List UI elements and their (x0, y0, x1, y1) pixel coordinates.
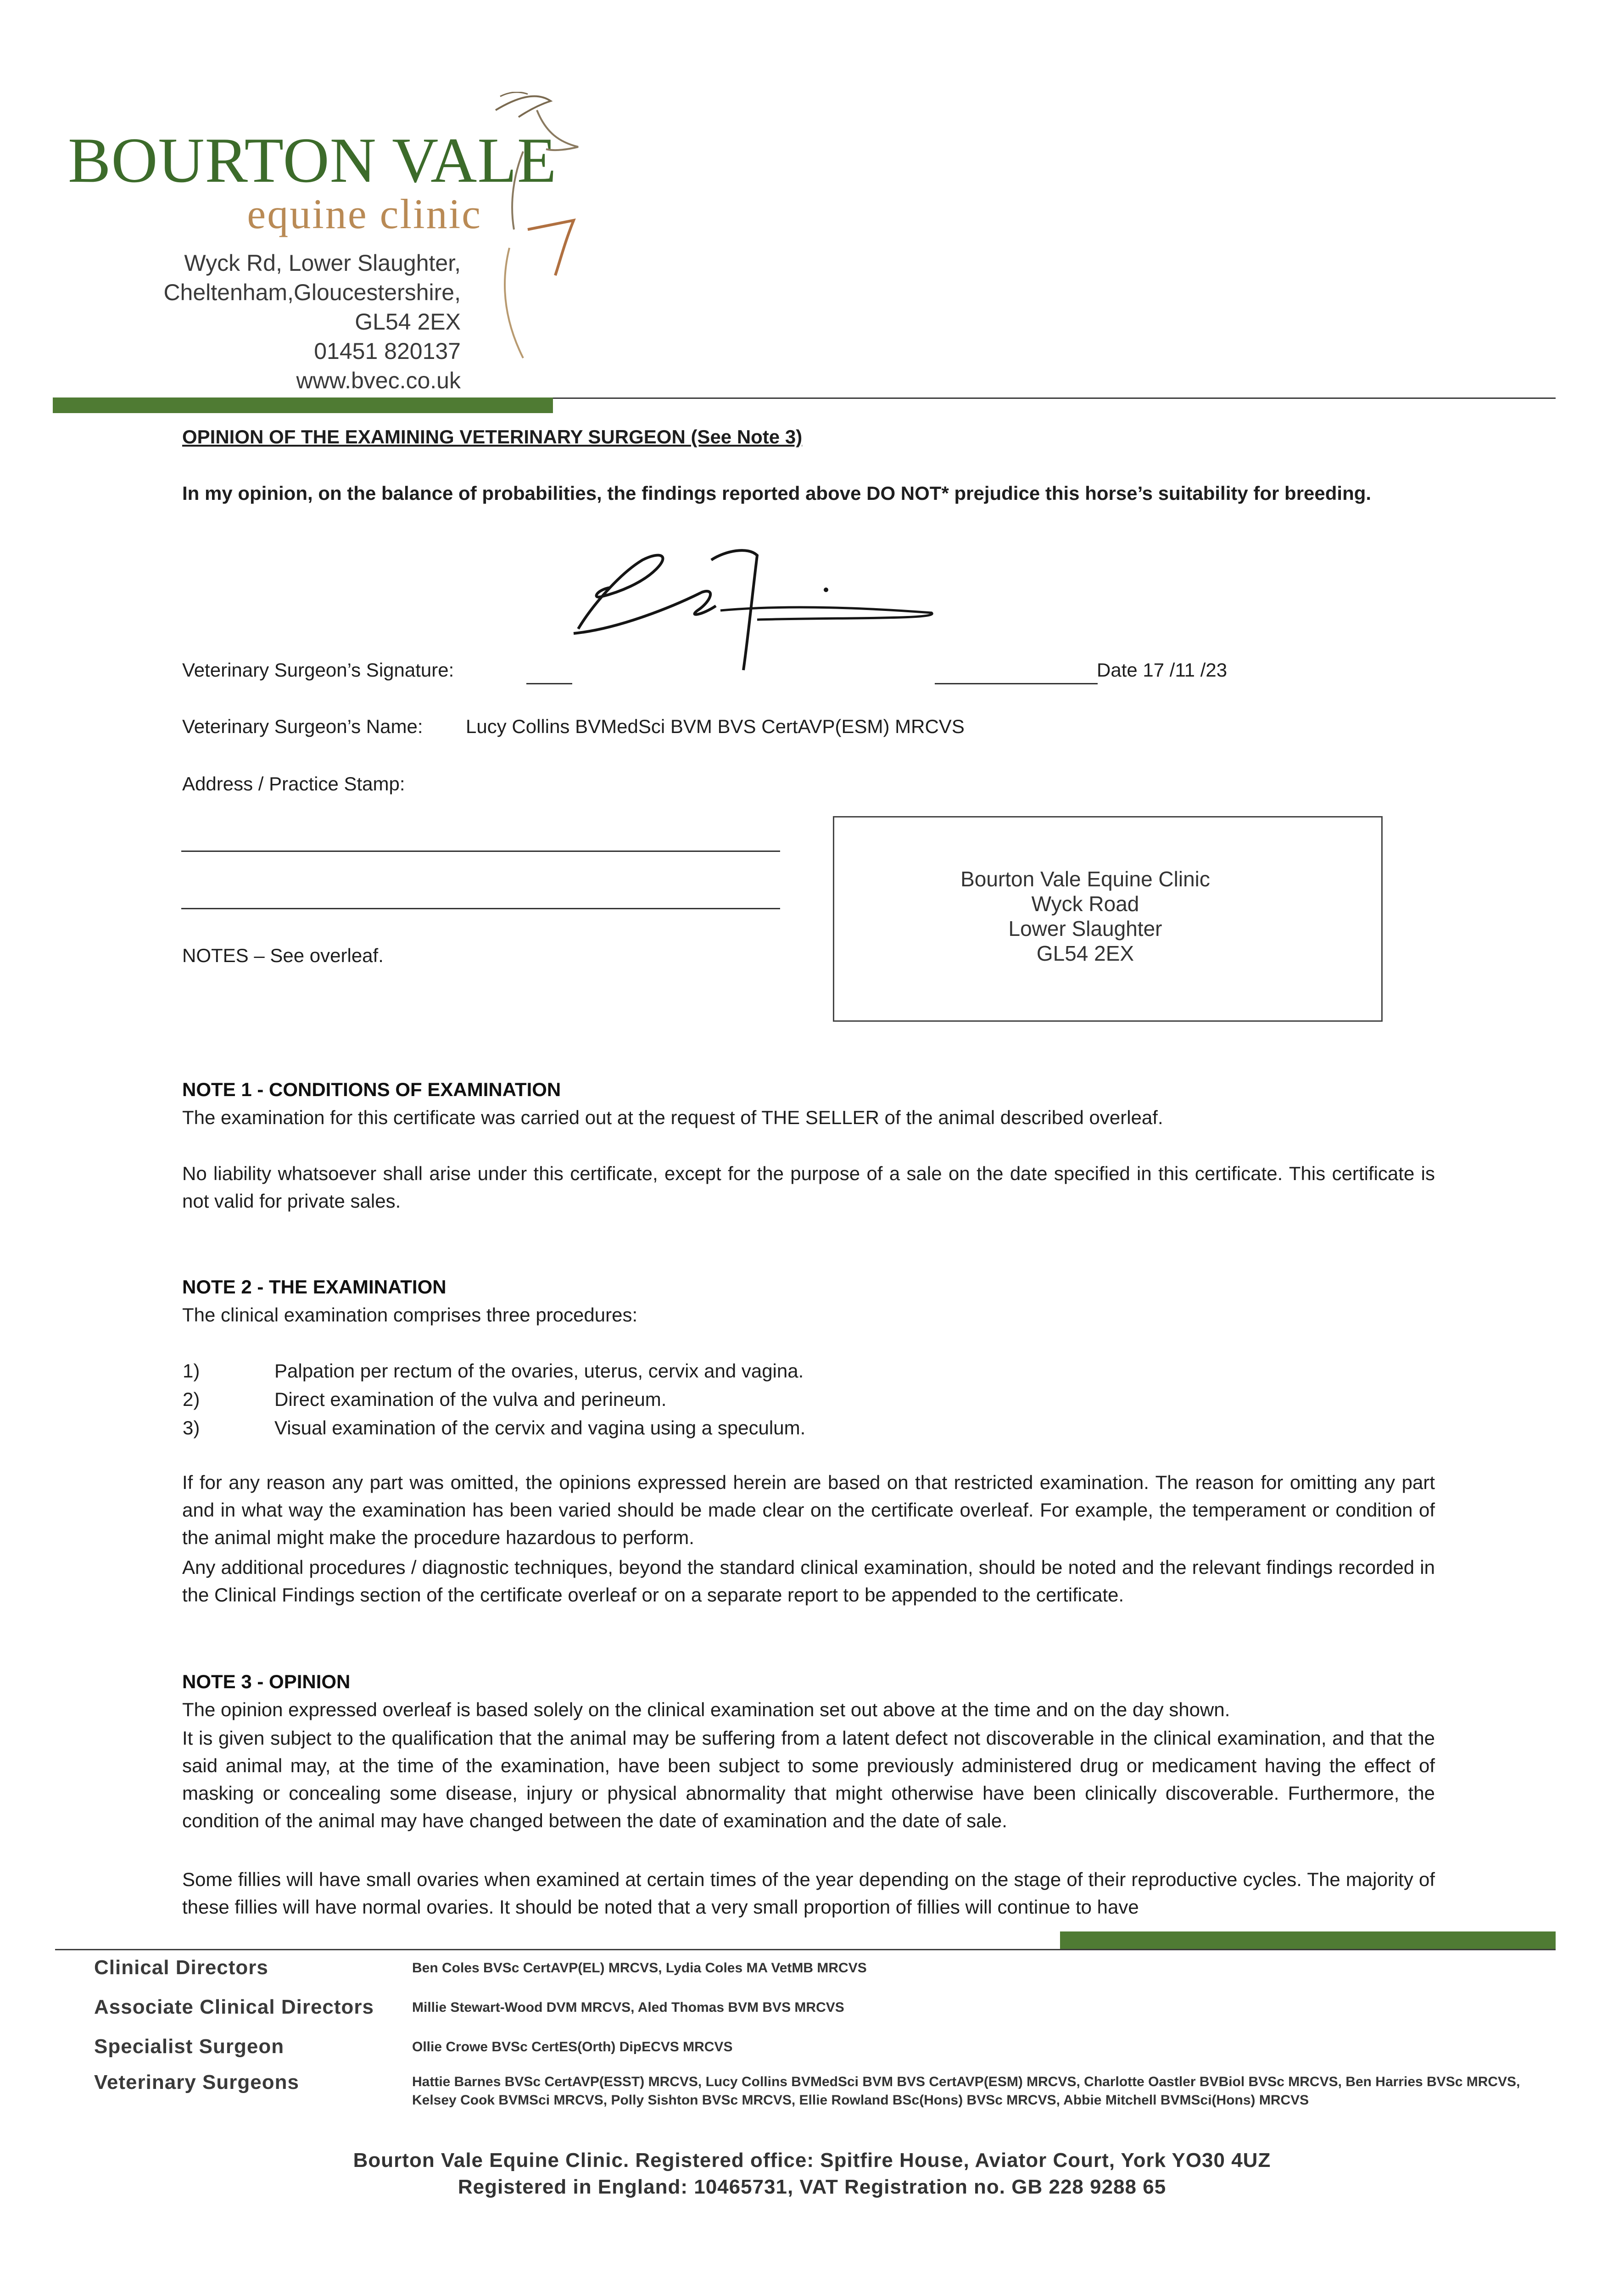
note1-paragraph-1: The examination for this certificate was carried out at the request of THE SELLER of the animal described overleaf. (182, 1107, 1163, 1128)
staff-role: Clinical Directors (94, 1956, 268, 1979)
header-accent-bar (53, 397, 553, 413)
staff-role: Specialist Surgeon (94, 2035, 285, 2058)
note3-title: NOTE 3 - OPINION (182, 1671, 351, 1692)
address-line-1: Wyck Rd, Lower Slaughter, (184, 250, 461, 276)
footer-accent-bar (1060, 1931, 1556, 1949)
website-link[interactable]: www.bvec.co.uk (296, 368, 461, 393)
note1-title: NOTE 1 - CONDITIONS OF EXAMINATION (182, 1079, 561, 1100)
stamp-line: GL54 2EX (1036, 941, 1134, 965)
name-label: Veterinary Surgeon’s Name: (182, 716, 423, 737)
opinion-statement: In my opinion, on the balance of probabilities, the findings reported above DO NOT* prejudice this horse’s suitability for breeding. (182, 482, 1372, 504)
staff-names: Hattie Barnes BVSc CertAVP(ESST) MRCVS, Lucy Collins BVMedSci BVM BVS CertAVP(ESM) MRCVS, Charlotte Oastler BVBiol BVSc MRCVS, Ben Harries BVSc MRCVS, Kelsey Cook BVMSci MRCVS, Polly Sishton BVSc MRCVS, Ellie Rowland BSc(Hons) BVSc MRCVS, Abbie Mitchell BVMSci(Hons) MRCVS (412, 2074, 1520, 2108)
list-item: Visual examination of the cervix and vagina using a speculum. (274, 1417, 806, 1439)
address-line-2: Cheltenham,Gloucestershire, (163, 280, 461, 305)
phone-number: 01451 820137 (314, 338, 461, 364)
address-stamp-label: Address / Practice Stamp: (182, 773, 405, 795)
list-item: Direct examination of the vulva and perineum. (274, 1388, 667, 1410)
note3-paragraph-1: The opinion expressed overleaf is based solely on the clinical examination set out above at the time and on the day shown. (182, 1699, 1230, 1720)
note2-paragraph-2: Any additional procedures / diagnostic techniques, beyond the standard clinical examination, should be noted and the relevant findings recorded in the Clinical Findings section of the certificate overleaf or on a separate report to be appended to the certificate. (182, 1556, 1435, 1606)
brand-subtitle: equine clinic (247, 190, 482, 237)
list-item: Palpation per rectum of the ovaries, uterus, cervix and vagina. (274, 1360, 804, 1382)
notes-reference: NOTES – See overleaf. (182, 945, 384, 966)
address-line-blank-2 (181, 908, 780, 909)
registered-office: Bourton Vale Equine Clinic. Registered office: Spitfire House, Aviator Court, York YO30 4UZ (353, 2149, 1271, 2172)
signature-label: Veterinary Surgeon’s Signature: (182, 659, 454, 681)
stamp-line: Bourton Vale Equine Clinic (960, 867, 1210, 891)
list-item-number: 3) (183, 1417, 200, 1439)
brand-name: BOURTON VALE (68, 125, 557, 196)
surgeon-name: Lucy Collins BVMedSci BVM BVS CertAVP(ESM) MRCVS (466, 716, 965, 737)
staff-role: Associate Clinical Directors (94, 1996, 374, 2018)
stamp-line: Lower Slaughter (1008, 917, 1162, 940)
note2-paragraph-1: If for any reason any part was omitted, the opinions expressed herein are based on that restricted examination. The reason for omitting any part and in what way the examination has been varied should be made clear on the certificate overleaf. For example, the temperament or condition of the animal might make the procedure hazardous to perform. (182, 1472, 1435, 1548)
signature-image (564, 537, 945, 675)
note3-paragraph-3: Some fillies will have small ovaries when examined at certain times of the year depending on the stage of their reproductive cycles. The majority of these fillies will have normal ovaries. It should be noted that a very small proportion of fillies will continue to have (182, 1869, 1435, 1918)
staff-names: Millie Stewart-Wood DVM MRCVS, Aled Thomas BVM BVS MRCVS (412, 2000, 844, 2015)
note2-title: NOTE 2 - THE EXAMINATION (182, 1276, 446, 1298)
address-postcode: GL54 2EX (355, 309, 461, 335)
date-value: Date 17 /11 /23 (1097, 659, 1228, 681)
horse-head-logo-icon (482, 92, 592, 367)
note2-intro: The clinical examination comprises three procedures: (182, 1304, 638, 1326)
signature-line (526, 683, 572, 684)
stamp-line: Wyck Road (1031, 892, 1139, 916)
staff-names: Ben Coles BVSc CertAVP(EL) MRCVS, Lydia Coles MA VetMB MRCVS (412, 1960, 867, 1976)
list-item-number: 2) (183, 1388, 200, 1410)
staff-role: Veterinary Surgeons (94, 2071, 299, 2093)
staff-names: Ollie Crowe BVSc CertES(Orth) DipECVS MRCVS (412, 2039, 733, 2054)
note3-paragraph-2: It is given subject to the qualification that the animal may be suffering from a latent defect not discoverable in the clinical examination, and that the said animal may, at the time of the examination, have been subject to some previously administered drug or medicament having the effect of masking or concealing some disease, injury or physical abnormality that might otherwise have been clinically discoverable. Furthermore, the condition of the animal may have changed between the date of examination and the date of sale. (182, 1727, 1435, 1831)
list-item-number: 1) (183, 1360, 200, 1382)
registration-numbers: Registered in England: 10465731, VAT Registration no. GB 228 9288 65 (458, 2176, 1166, 2198)
opinion-title: OPINION OF THE EXAMINING VETERINARY SURGEON (See Note 3) (182, 426, 803, 448)
address-line-blank-1 (181, 851, 780, 852)
note1-paragraph-2: No liability whatsoever shall arise under this certificate, except for the purpose of a sale on the date specified in this certificate. This certificate is not valid for private sales. (182, 1163, 1435, 1212)
date-line (935, 683, 1098, 684)
practice-stamp-text (833, 867, 1338, 966)
footer-divider (55, 1949, 1556, 1950)
